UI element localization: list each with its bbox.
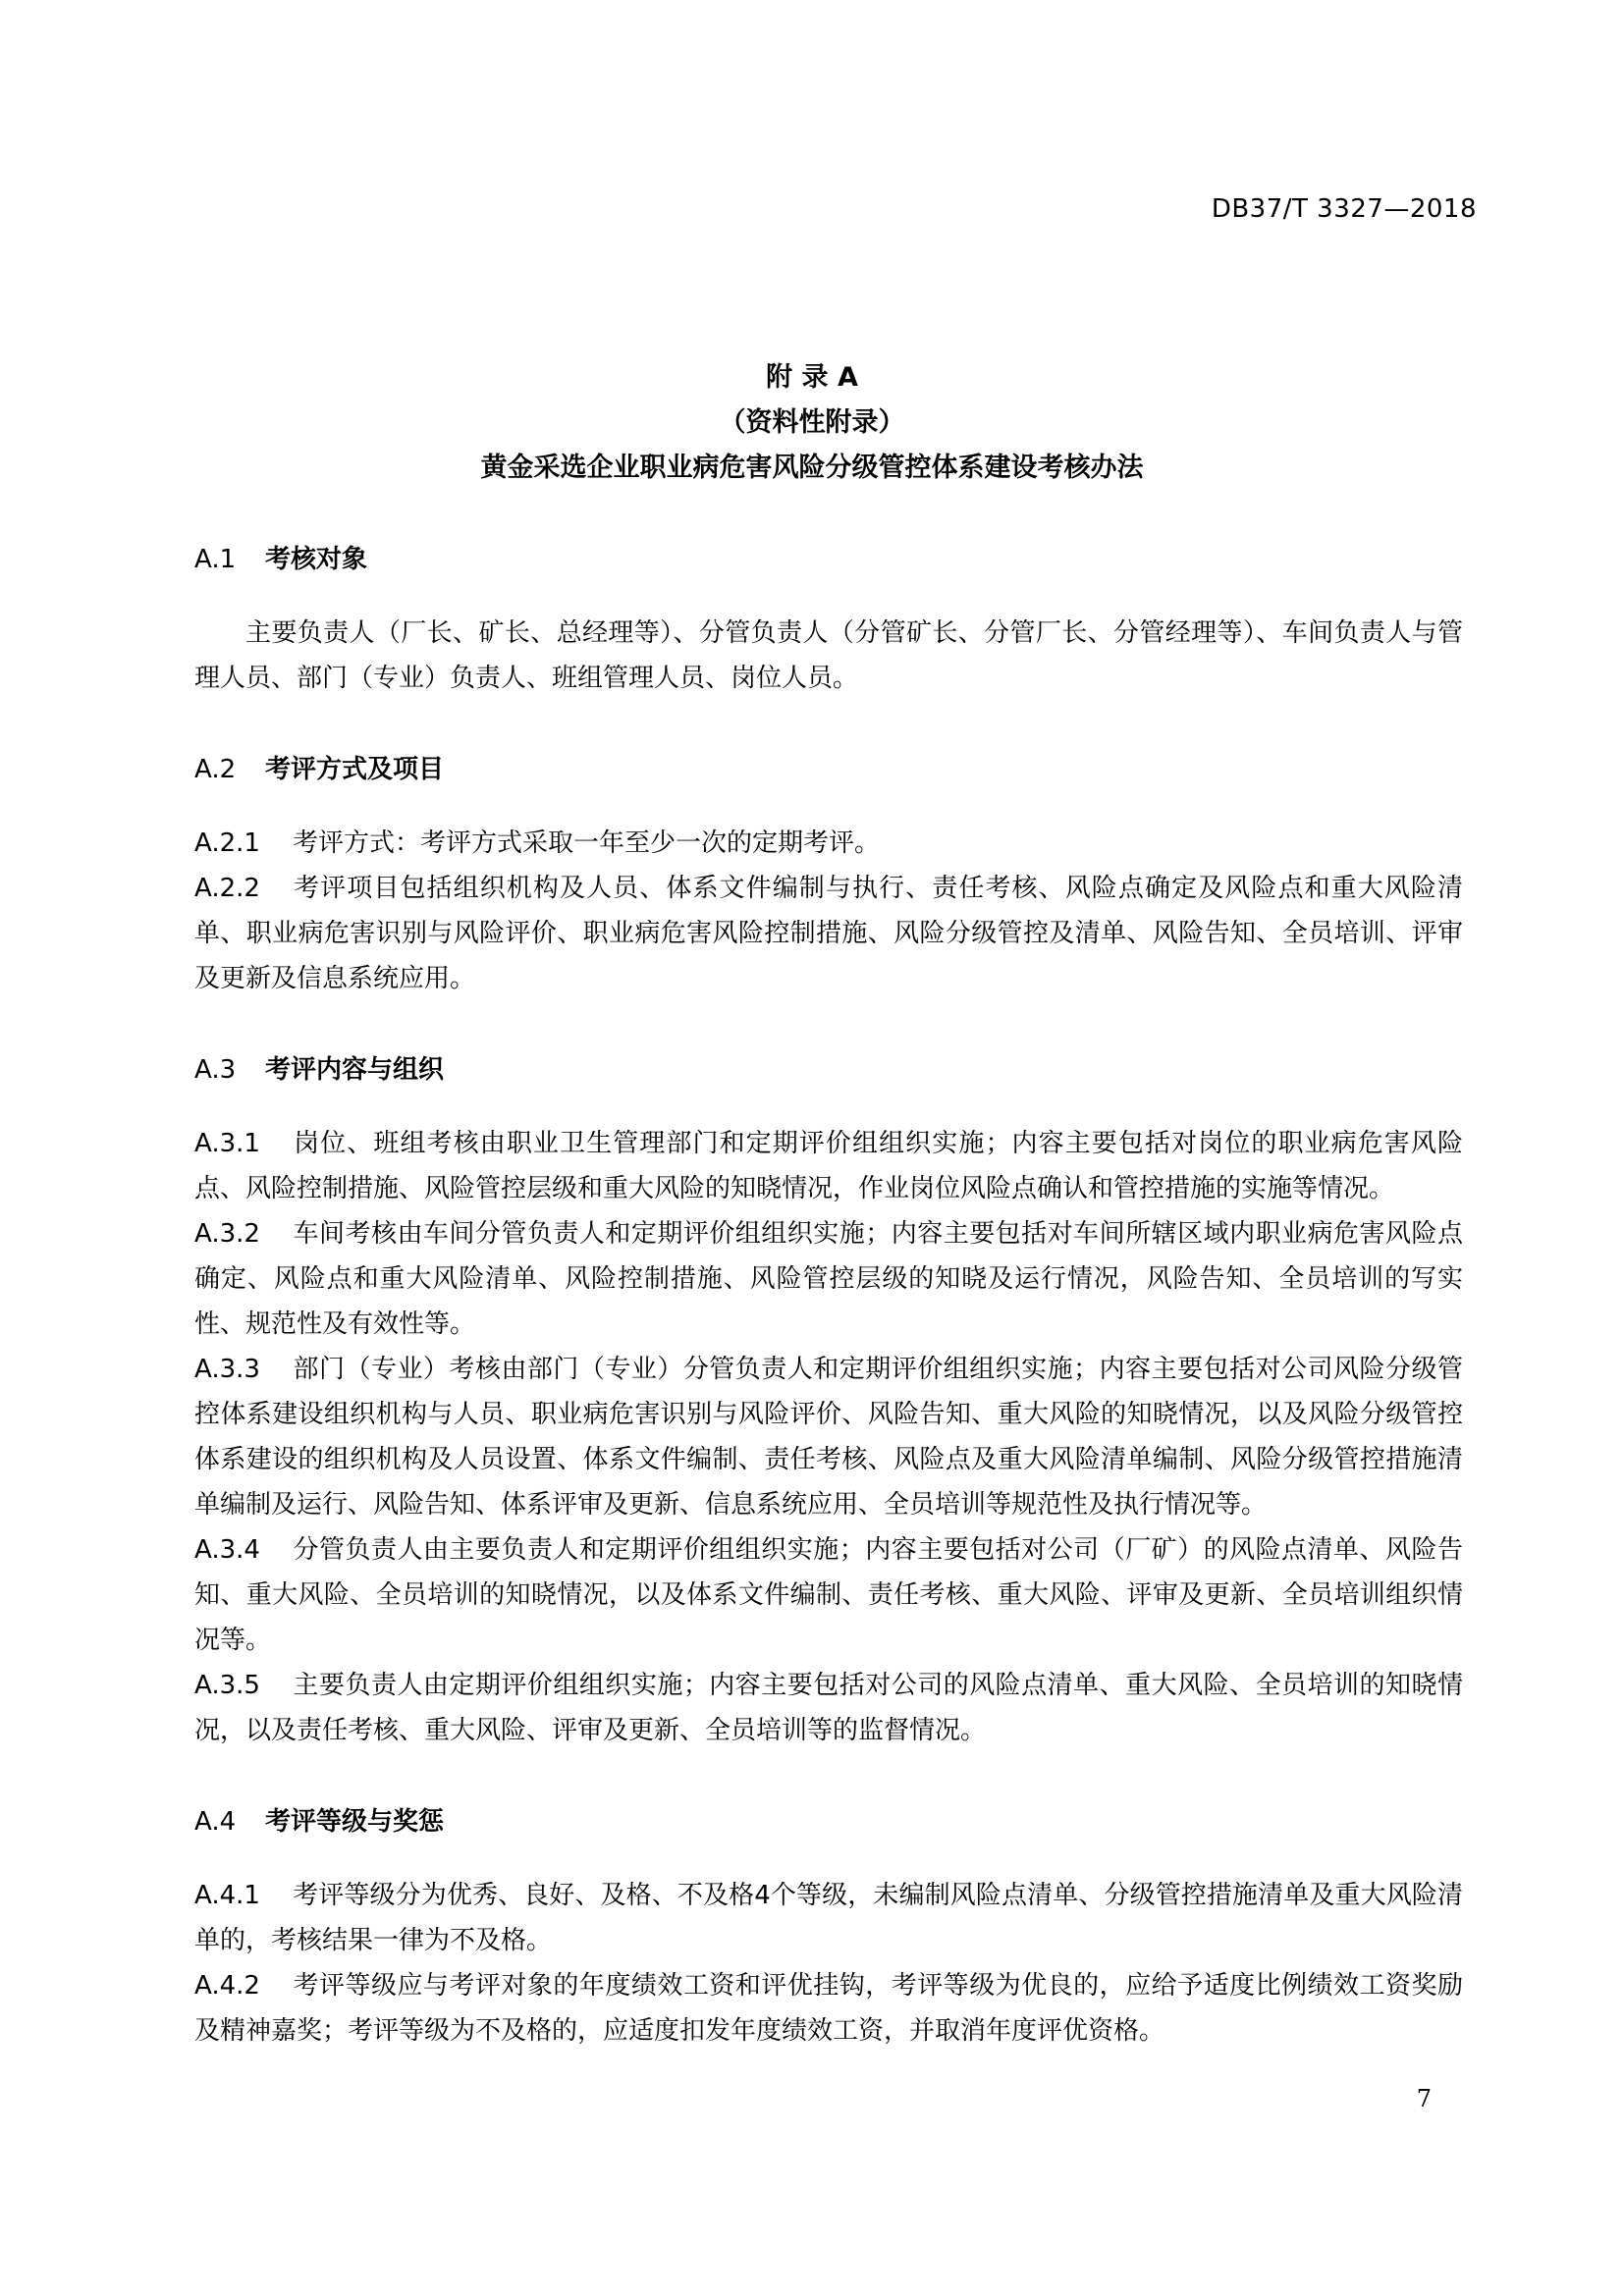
paragraph-a1: 主要负责人（厂长、矿长、总经理等）、分管负责人（分管矿长、分管厂长、分管经理等）、车间负责人与管理人员、部门（专业）负责人、班组管理人员、岗位人员。 [194,618,1463,693]
clause-text: 车间考核由车间分管负责人和定期评价组组织实施；内容主要包括对车间所辖区域内职业病危害风险点确定、风险点和重大风险清单、风险控制措施、风险管控层级的知晓及运行情况，风险告知、全员培训的写实性、规范性及有效性等。 [194,1219,1463,1339]
page-number: 7 [1416,2085,1432,2112]
clause-text: 考评等级应与考评对象的年度绩效工资和评优挂钩，考评等级为优良的，应给予适度比例绩效工资奖励及精神嘉奖；考评等级为不及格的，应适度扣发年度绩效工资，并取消年度评优资格。 [194,1971,1463,2046]
section-number: A.1 [194,545,237,574]
appendix-title: 黄金采选企业职业病危害风险分级管控体系建设考核办法 [480,453,1144,483]
clause-text: 部门（专业）考核由部门（专业）分管负责人和定期评价组组织实施；内容主要包括对公司风险分级管控体系建设组织机构与人员、职业病危害识别与风险评价、风险告知、重大风险的知晓情况，以及风险分级管控体系建设的组织机构及人员设置、体系文件编制、责任考核、风险点及重大风险清单编制、风险分级管控措施清单编制及运行、风险告知、体系评审及更新、信息系统应用、全员培训等规范性及执行情况等。 [194,1355,1463,1520]
clause-text: 岗位、班组考核由职业卫生管理部门和定期评价组组织实施；内容主要包括对岗位的职业病危害风险点、风险控制措施、风险管控层级和重大风险的知晓情况，作业岗位风险点确认和管控措施的实施等情况。 [194,1129,1463,1203]
clause-a4-1 [194,1873,1463,1963]
clause-a2-2 [194,866,1463,1001]
section-number: A.3 [194,1055,237,1085]
section-title: 考评方式及项目 [265,755,445,784]
section-heading-a1 [194,538,1463,581]
section-heading-a4 [194,1800,1463,1843]
clause-a3-2 [194,1211,1463,1347]
document-body [194,520,1463,2054]
clause-number: A.3.4 [194,1535,260,1565]
clause-a3-4 [194,1527,1463,1663]
section-title: 考核对象 [265,545,368,574]
section-title: 考评等级与奖惩 [265,1807,445,1837]
clause-a3-1 [194,1121,1463,1211]
document-code: DB37/T 3327—2018 [1211,194,1477,224]
clause-number: A.3.1 [194,1129,260,1158]
clause-a2-1 [194,821,1463,866]
appendix-label: 附 录 A [766,362,858,393]
clause-number: A.2.1 [194,828,260,858]
clause-number: A.4.2 [194,1971,260,2001]
clause-number: A.4.1 [194,1881,260,1910]
clause-text: 主要负责人由定期评价组组织实施；内容主要包括对公司的风险点清单、重大风险、全员培训的知晓情况，以及责任考核、重大风险、评审及更新、全员培训等的监督情况。 [194,1671,1463,1745]
section-heading-a3 [194,1048,1463,1092]
clause-number: A.2.2 [194,874,260,903]
appendix-type: （资料性附录） [719,407,905,438]
clause-number: A.3.5 [194,1671,260,1700]
appendix-title-block [0,355,1624,491]
section-title: 考评内容与组织 [265,1055,445,1085]
clause-text: 考评项目包括组织机构及人员、体系文件编制与执行、责任考核、风险点确定及风险点和重大风险清单、职业病危害识别与风险评价、职业病危害风险控制措施、风险分级管控及清单、风险告知、全员培训、评审及更新及信息系统应用。 [194,874,1463,993]
clause-a3-5 [194,1663,1463,1753]
clause-number: A.3.3 [194,1355,260,1384]
clause-a3-3 [194,1347,1463,1527]
clause-a4-2 [194,1963,1463,2054]
section-number: A.4 [194,1807,237,1837]
clause-text: 考评等级分为优秀、良好、及格、不及格4个等级，未编制风险点清单、分级管控措施清单及重大风险清单的，考核结果一律为不及格。 [194,1881,1463,1955]
clause-text: 考评方式：考评方式采取一年至少一次的定期考评。 [293,828,881,858]
section-heading-a2 [194,748,1463,791]
section-number: A.2 [194,755,237,784]
clause-number: A.3.2 [194,1219,260,1249]
clause-text: 分管负责人由主要负责人和定期评价组组织实施；内容主要包括对公司（厂矿）的风险点清单、风险告知、重大风险、全员培训的知晓情况，以及体系文件编制、责任考核、重大风险、评审及更新、全员培训组织情况等。 [194,1535,1463,1655]
